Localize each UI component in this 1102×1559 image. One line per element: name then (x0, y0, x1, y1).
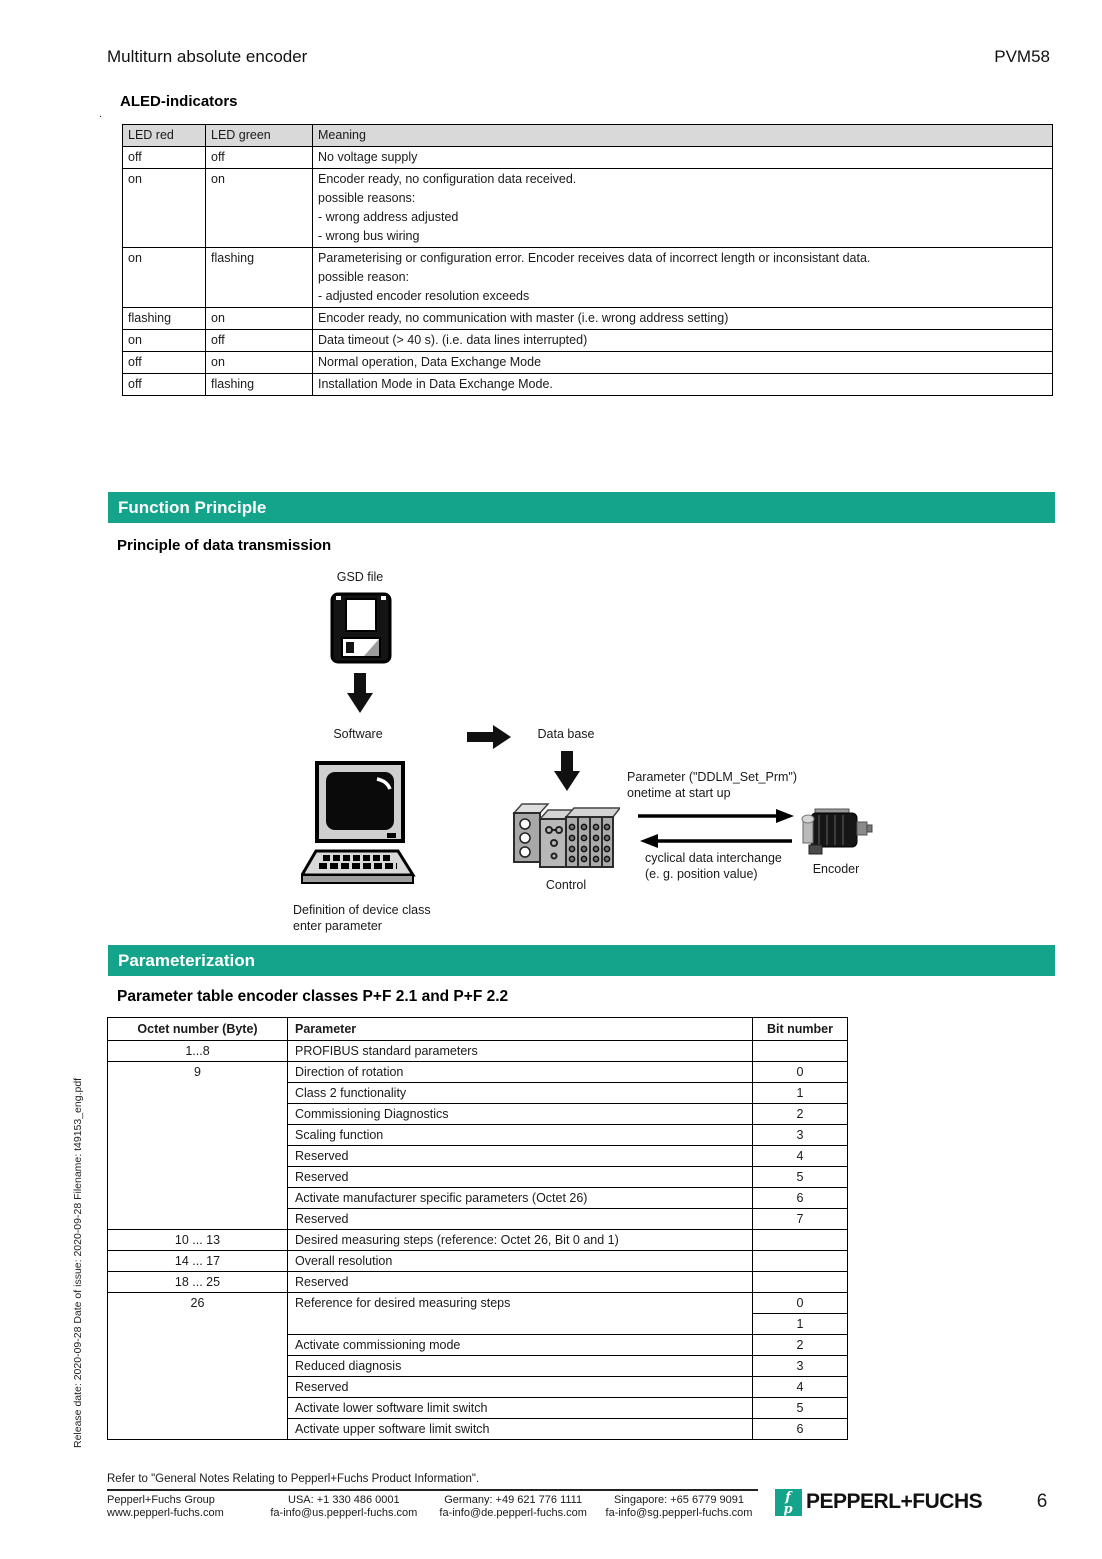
led-table-row (123, 248, 1053, 308)
parameter-table-heading: Parameter table encoder classes P+F 2.1 and P+F 2.2 (117, 988, 509, 1005)
led-meaning-cell: Data timeout (> 40 s). (i.e. data lines interrupted) (313, 330, 1053, 352)
bit-number-cell: 0 (753, 1062, 848, 1083)
bit-number-cell (753, 1251, 848, 1272)
parameter-cell: Reserved (288, 1167, 753, 1188)
bit-number-cell: 6 (753, 1188, 848, 1209)
floppy-disk-icon (330, 592, 392, 664)
param-table-row (108, 1251, 848, 1272)
pepperl-fuchs-logo-icon (775, 1489, 802, 1516)
param-table-row (108, 1272, 848, 1293)
param-column-header: Octet number (Byte) (108, 1018, 288, 1041)
parameter-cell: Reduced diagnosis (288, 1356, 753, 1377)
bit-number-cell: 6 (753, 1419, 848, 1440)
param-table-header-row (108, 1018, 848, 1041)
desktop-computer-icon (301, 760, 417, 898)
param-column-header: Parameter (288, 1018, 753, 1041)
footer-col-germany: Germany: +49 621 776 1111 fa-info@de.pepperl-fuchs.com (439, 1494, 587, 1519)
svg-text:p: p (783, 1502, 793, 1516)
parameter-cell: Class 2 functionality (288, 1083, 753, 1104)
octet-number-cell: 9 (108, 1062, 288, 1230)
parameter-cell: Scaling function (288, 1125, 753, 1146)
led-meaning-cell: Installation Mode in Data Exchange Mode. (313, 374, 1053, 396)
software-label: Software (333, 727, 383, 741)
bit-number-cell: 4 (753, 1146, 848, 1167)
led-state-cell: on (206, 308, 313, 330)
data-transmission-heading: Principle of data transmission (117, 537, 332, 554)
parameter-cell: Activate upper software limit switch (288, 1419, 753, 1440)
led-state-cell: on (123, 169, 206, 248)
arrow-right-icon (638, 807, 794, 825)
arrow-right-icon (467, 725, 511, 749)
bit-number-cell: 3 (753, 1356, 848, 1377)
led-state-cell: off (123, 374, 206, 396)
led-meaning-cell: Normal operation, Data Exchange Mode (313, 352, 1053, 374)
bit-number-cell (753, 1230, 848, 1251)
led-state-cell: off (123, 352, 206, 374)
bit-number-cell: 5 (753, 1167, 848, 1188)
bit-number-cell (753, 1041, 848, 1062)
octet-number-cell: 18 ... 25 (108, 1272, 288, 1293)
led-table-row (123, 352, 1053, 374)
bit-number-cell: 1 (753, 1314, 848, 1335)
param-table-row (108, 1230, 848, 1251)
parameter-cell: Reserved (288, 1209, 753, 1230)
octet-number-cell: 1...8 (108, 1041, 288, 1062)
parameter-cell: Overall resolution (288, 1251, 753, 1272)
led-column-header: LED red (123, 125, 206, 147)
parameter-arrow-label: Parameter ("DDLM_Set_Prm") onetime at start up (627, 770, 798, 800)
led-table-row (123, 147, 1053, 169)
stray-mark: . (99, 108, 103, 120)
led-meaning-cell: Encoder ready, no configuration data received. possible reasons: - wrong address adjusted - wrong bus wiring (313, 169, 1053, 248)
bit-number-cell: 1 (753, 1083, 848, 1104)
param-column-header: Bit number (753, 1018, 848, 1041)
led-state-cell: off (206, 147, 313, 169)
parameterization-banner: Parameterization (108, 945, 1055, 976)
footer-col-singapore: Singapore: +65 6779 9091 fa-info@sg.pepperl-fuchs.com (605, 1494, 753, 1519)
footer-col-group: Pepperl+Fuchs Group www.pepperl-fuchs.com (107, 1494, 224, 1519)
param-table-row (108, 1041, 848, 1062)
bit-number-cell (753, 1272, 848, 1293)
led-state-cell: on (206, 352, 313, 374)
parameter-cell: Commissioning Diagnostics (288, 1104, 753, 1125)
led-state-cell: flashing (206, 374, 313, 396)
arrow-down-icon (347, 673, 373, 713)
bit-number-cell: 0 (753, 1293, 848, 1314)
definition-label: Definition of device class enter parameter (293, 903, 431, 933)
led-table-row (123, 330, 1053, 352)
led-state-cell: flashing (123, 308, 206, 330)
parameter-cell: PROFIBUS standard parameters (288, 1041, 753, 1062)
control-label: Control (545, 878, 587, 892)
parameter-cell: Reserved (288, 1146, 753, 1167)
param-table-row (108, 1293, 848, 1314)
encoder-icon (801, 807, 873, 857)
bit-number-cell: 7 (753, 1209, 848, 1230)
octet-number-cell: 14 ... 17 (108, 1251, 288, 1272)
parameter-cell: Activate commissioning mode (288, 1335, 753, 1356)
svg-text:f: f (785, 1490, 791, 1505)
parameter-table (107, 1017, 848, 1440)
parameter-cell: Reserved (288, 1272, 753, 1293)
encoder-label: Encoder (812, 862, 860, 876)
bit-number-cell: 4 (753, 1377, 848, 1398)
parameter-cell: Activate manufacturer specific parameters (Octet 26) (288, 1188, 753, 1209)
led-state-cell: off (206, 330, 313, 352)
led-table-row (123, 374, 1053, 396)
bit-number-cell: 5 (753, 1398, 848, 1419)
parameter-cell: Desired measuring steps (reference: Octet 26, Bit 0 and 1) (288, 1230, 753, 1251)
led-meaning-cell: Parameterising or configuration error. Encoder receives data of incorrect length or inconsistant data. possible reason: - adjusted encoder resolution exceeds (313, 248, 1053, 308)
footer-contact-columns (107, 1494, 758, 1520)
led-column-header: Meaning (313, 125, 1053, 147)
led-table-row (123, 308, 1053, 330)
led-state-cell: on (206, 169, 313, 248)
led-state-cell: flashing (206, 248, 313, 308)
led-state-cell: off (123, 147, 206, 169)
parameter-cell: Reference for desired measuring steps (288, 1293, 753, 1335)
octet-number-cell: 26 (108, 1293, 288, 1440)
led-meaning-cell: No voltage supply (313, 147, 1053, 169)
page-number: 6 (1036, 1491, 1048, 1512)
parameter-cell: Activate lower software limit switch (288, 1398, 753, 1419)
database-label: Data base (537, 727, 595, 741)
function-principle-banner: Function Principle (108, 492, 1055, 523)
parameter-cell: Direction of rotation (288, 1062, 753, 1083)
led-column-header: LED green (206, 125, 313, 147)
led-meaning-cell: Encoder ready, no communication with master (i.e. wrong address setting) (313, 308, 1053, 330)
bit-number-cell: 2 (753, 1104, 848, 1125)
footer-note: Refer to "General Notes Relating to Pepperl+Fuchs Product Information". (107, 1473, 480, 1485)
octet-number-cell: 10 ... 13 (108, 1230, 288, 1251)
led-table-row (123, 169, 1053, 248)
bit-number-cell: 2 (753, 1335, 848, 1356)
page-title: Multiturn absolute encoder (107, 47, 308, 66)
arrow-left-icon (640, 832, 792, 850)
led-state-cell: on (123, 248, 206, 308)
led-section-heading: ALED-indicators (120, 93, 238, 110)
gsd-file-label: GSD file (336, 570, 384, 584)
cyclical-arrow-label: cyclical data interchange (e. g. position value) (645, 851, 782, 881)
footer-divider (107, 1489, 758, 1491)
led-table-header-row (123, 125, 1053, 147)
arrow-down-icon (554, 751, 580, 791)
bit-number-cell: 3 (753, 1125, 848, 1146)
led-indicator-table (122, 124, 1053, 396)
release-info-sidebar: Release date: 2020-09-28 Date of issue: 2020-09-28 Filename: t49153_eng.pdf (72, 1077, 84, 1448)
led-state-cell: on (123, 330, 206, 352)
footer-col-usa: USA: +1 330 486 0001 fa-info@us.pepperl-fuchs.com (270, 1494, 418, 1519)
plc-control-icon (512, 800, 620, 872)
parameter-cell: Reserved (288, 1377, 753, 1398)
param-table-row (108, 1062, 848, 1083)
pepperl-fuchs-wordmark: PEPPERL+FUCHS (806, 1490, 983, 1513)
product-name: PVM58 (994, 47, 1050, 66)
